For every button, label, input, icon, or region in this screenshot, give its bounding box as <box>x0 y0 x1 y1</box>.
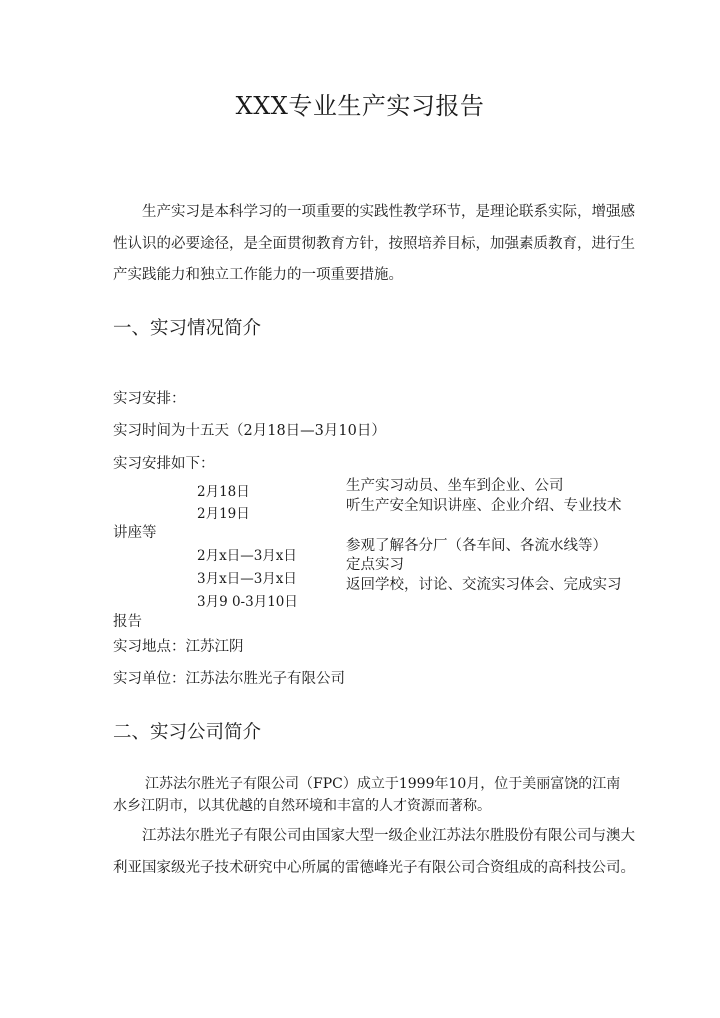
intro-line: 产实践能力和独立工作能力的一项重要措施。 <box>113 267 403 283</box>
schedule-item: 返回学校，讨论、交流实习体会、完成实习 <box>346 577 622 593</box>
paragraph-line: 水乡江阴市，以其优越的自然环境和丰富的人才资源而著称。 <box>113 798 491 814</box>
section-heading-1: 一、实习情况简介 <box>113 318 262 339</box>
intro-line: 生产实习是本科学习的一项重要的实践性教学环节，是理论联系实际，增强感 <box>142 204 635 220</box>
document-title: XXX专业生产实习报告 <box>235 92 485 120</box>
schedule-item: 生产实习动员、坐车到企业、公司 <box>346 478 564 494</box>
schedule-item: 定点实习 <box>346 557 404 573</box>
schedule-date: 2月18日 <box>197 484 250 500</box>
internship-location: 实习地点：江苏江阴 <box>113 639 244 655</box>
wrapped-text-lecture: 讲座等 <box>113 525 157 541</box>
section-heading-2: 二、实习公司简介 <box>113 722 262 743</box>
schedule-date: 2月19日 <box>197 506 250 522</box>
arrangement-label: 实习安排： <box>113 391 186 407</box>
internship-unit: 实习单位：江苏法尔胜光子有限公司 <box>113 671 345 687</box>
paragraph-line: 江苏法尔胜光子有限公司由国家大型一级企业江苏法尔胜股份有限公司与澳大 <box>142 828 635 844</box>
schedule-label: 实习安排如下： <box>113 456 215 472</box>
intro-line: 性认识的必要途径，是全面贯彻教育方针，按照培养目标，加强素质教育，进行生 <box>113 236 635 252</box>
schedule-item: 参观了解各分厂（各车间、各流水线等） <box>346 538 607 554</box>
schedule-date: 2月x日—3月x日 <box>197 548 297 564</box>
schedule-date: 3月9 0-3月10日 <box>197 594 298 610</box>
paragraph-line: 江苏法尔胜光子有限公司（FPC）成立于1999年10月，位于美丽富饶的江南 <box>145 776 621 792</box>
internship-time: 实习时间为十五天（2月18日—3月10日） <box>113 423 386 439</box>
schedule-item: 听生产安全知识讲座、企业介绍、专业技术 <box>346 498 622 514</box>
wrapped-text-report: 报告 <box>113 614 142 630</box>
schedule-date: 3月x日—3月x日 <box>197 571 297 587</box>
paragraph-line: 利亚国家级光子技术研究中心所属的雷德峰光子有限公司合资组成的高科技公司。 <box>113 860 635 876</box>
